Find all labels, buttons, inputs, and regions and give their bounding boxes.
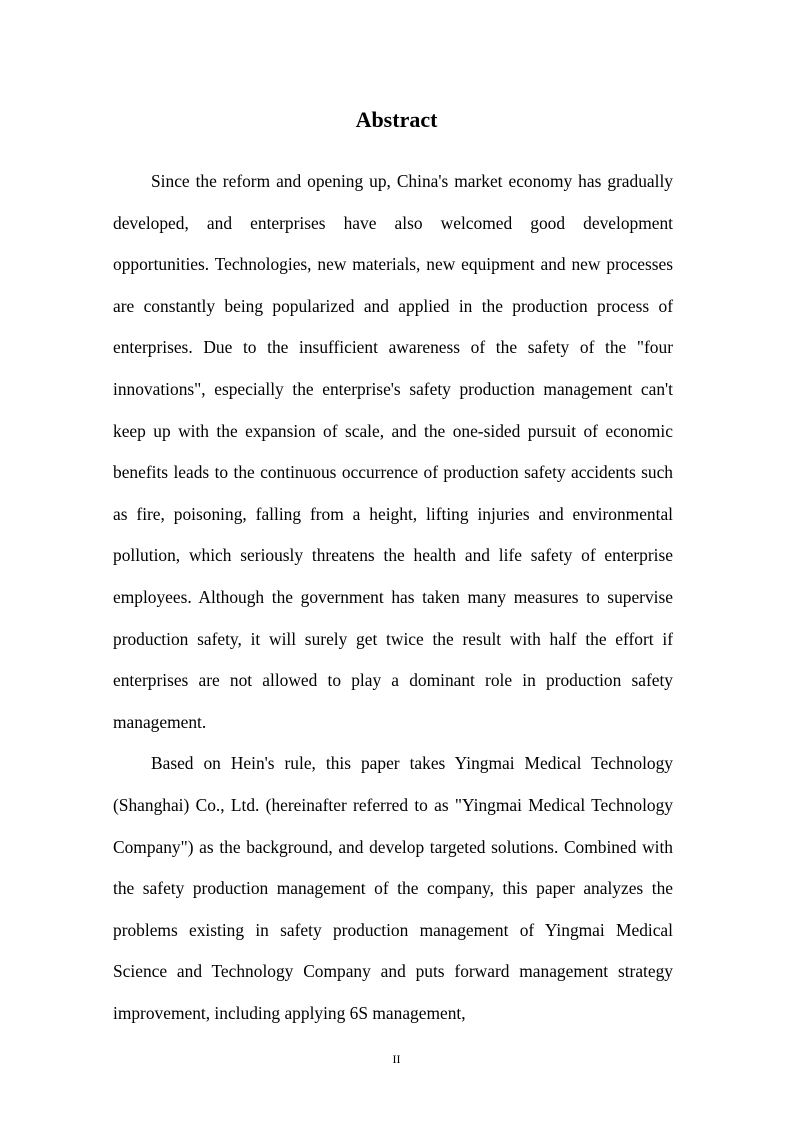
abstract-paragraph-2: Based on Hein's rule, this paper takes Yingmai Medical Technology (Shanghai) Co., Ltd. (hereinafter referred to as "Yingmai Medical Technology Company") as the background, and develop targeted solutions. Combined with the safety production management of the company, this paper analyzes the problems existing in safety production management of Yingmai Medical Science and Technology Company and puts forward management strategy improvement, including applying 6S management,: [113, 753, 673, 1023]
page-number: II: [392, 1052, 401, 1066]
abstract-paragraph-1: Since the reform and opening up, China's market economy has gradually developed, and enterprises have also welcomed good development opportunities. Technologies, new materials, new equipment and new processes are constantly being popularized and applied in the production process of enterprises. Due to the insufficient awareness of the safety of the "four innovations", especially the enterprise's safety production management can't keep up with the expansion of scale, and the one-sided pursuit of economic benefits leads to the continuous occurrence of production safety accidents such as fire, poisoning, falling from a height, lifting injuries and environmental pollution, which seriously threatens the health and life safety of enterprise employees. Although the government has taken many measures to supervise production safety, it will surely get twice the result with half the effort if enterprises are not allowed to play a dominant role in production safety management.: [113, 171, 673, 732]
abstract-title: Abstract: [355, 107, 438, 132]
abstract-body: [113, 161, 673, 1034]
